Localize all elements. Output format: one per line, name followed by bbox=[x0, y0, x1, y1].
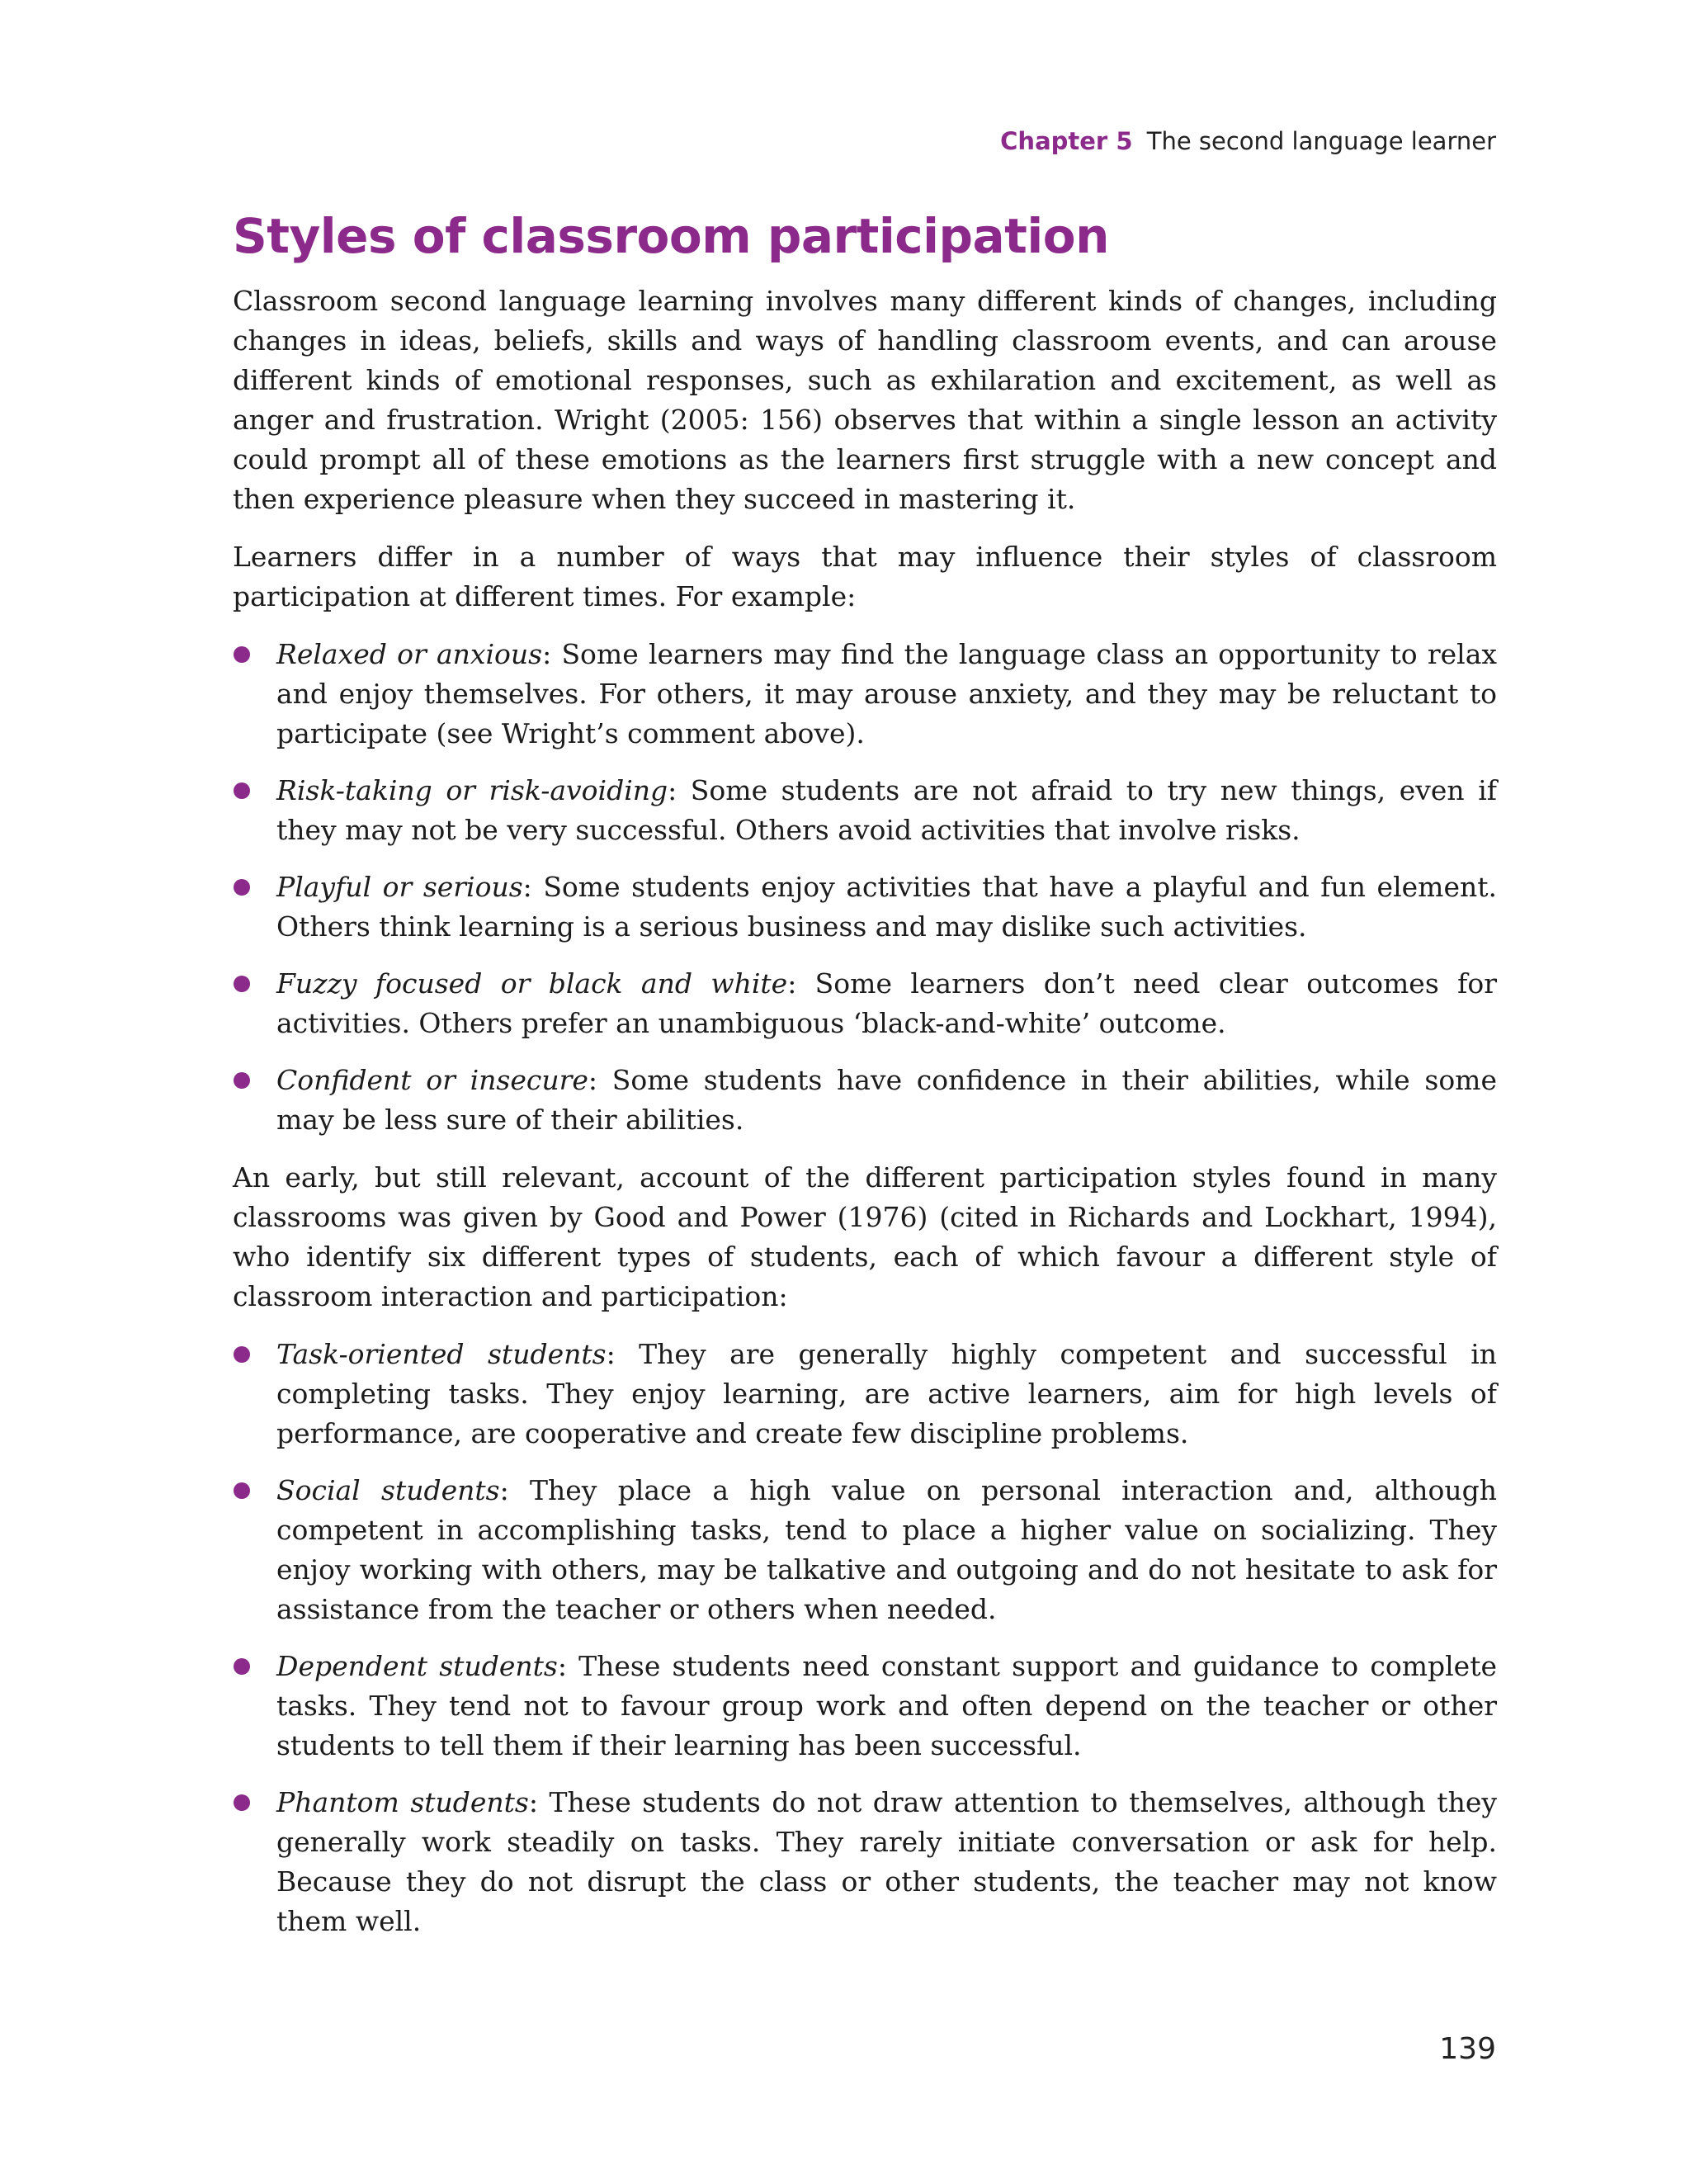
list-item-term: Fuzzy focused or black and white bbox=[276, 967, 788, 1000]
list-item-term: Risk-taking or risk-avoiding bbox=[276, 773, 668, 806]
list-item-text: : Some learners don’t need clear outcomes for activities. Others prefer an unambiguous ‘black-and-white’ outcome. bbox=[276, 967, 1497, 1039]
chapter-label: Chapter 5 bbox=[1000, 127, 1133, 155]
paragraph-good-and-power: An early, but still relevant, account of the different participation styles found in many classrooms was given by Good and Power (1976) (cited in Richards and Lockhart, 1994), who identify six different types of students, each of which favour a different style of classroom interaction and participation: bbox=[233, 1161, 1497, 1312]
main-content bbox=[233, 210, 1497, 1959]
paragraph-learners-differ: Learners differ in a number of ways that may influence their styles of classroom participation at different times. For example: bbox=[233, 540, 1497, 612]
list-item-term: Relaxed or anxious bbox=[276, 637, 543, 670]
paragraph-intro: Classroom second language learning involves many different kinds of changes, including changes in ideas, beliefs, skills and ways of handling classroom events, and can arouse different kinds of emotional responses, such as exhilaration and excitement, as well as anger and frustration. Wright (2005: 156) observes that within a single lesson an activity could prompt all of these emotions as the learners first struggle with a new concept and then experience pleasure when they succeed in mastering it. bbox=[233, 284, 1497, 515]
list-item bbox=[233, 771, 1497, 850]
list-item-term: Task-oriented students bbox=[276, 1337, 607, 1370]
student-types-list bbox=[233, 1335, 1497, 1941]
chapter-title: The second language learner bbox=[1146, 127, 1496, 155]
list-item-text: : Some students enjoy activities that have a playful and fun element. Others think learning is a serious business and may dislike such activities. bbox=[276, 870, 1497, 943]
list-item-term: Dependent students bbox=[276, 1649, 558, 1682]
list-item-text: : Some learners may find the language class an opportunity to relax and enjoy themselves. For others, it may arouse anxiety, and they may be reluctant to participate (see Wright’s comment above). bbox=[276, 637, 1497, 749]
list-item bbox=[233, 1335, 1497, 1454]
list-item-term: Social students bbox=[276, 1473, 500, 1506]
list-item bbox=[233, 1061, 1497, 1140]
list-item-text: : Some students have confidence in their abilities, while some may be less sure of their abilities. bbox=[276, 1063, 1498, 1136]
list-item-text: : They place a high value on personal interaction and, although competent in accomplishing tasks, tend to place a higher value on socializing. They enjoy working with others, may be talkative and outgoing and do not hesitate to ask for assistance from the teacher or others when needed. bbox=[276, 1473, 1497, 1625]
running-head bbox=[1000, 127, 1496, 155]
bullet-dot-icon bbox=[234, 646, 250, 663]
list-item bbox=[233, 635, 1497, 754]
list-item-term: Playful or serious bbox=[276, 870, 523, 903]
page-number: 139 bbox=[1439, 2032, 1496, 2066]
list-item-term: Confident or insecure bbox=[276, 1063, 588, 1096]
list-item bbox=[233, 964, 1497, 1043]
bullet-dot-icon bbox=[234, 1072, 250, 1089]
list-item bbox=[233, 1471, 1497, 1629]
list-item-term: Phantom students bbox=[276, 1785, 529, 1818]
bullet-dot-icon bbox=[234, 1794, 250, 1811]
learner-differences-list bbox=[233, 635, 1497, 1140]
bullet-dot-icon bbox=[234, 782, 250, 799]
list-item bbox=[233, 1783, 1497, 1941]
section-title: Styles of classroom participation bbox=[233, 208, 1109, 264]
list-item-text: : Some students are not afraid to try new things, even if they may not be very successful. Others avoid activities that involve risks. bbox=[276, 773, 1497, 846]
list-item bbox=[233, 867, 1497, 947]
list-item bbox=[233, 1647, 1497, 1766]
bullet-dot-icon bbox=[234, 976, 250, 992]
bullet-dot-icon bbox=[234, 879, 250, 896]
bullet-dot-icon bbox=[234, 1346, 250, 1363]
list-item-text: : They are generally highly competent and successful in completing tasks. They enjoy learning, are active learners, aim for high levels of performance, are cooperative and create few discipline problems. bbox=[276, 1337, 1497, 1449]
list-item-text: : These students do not draw attention to themselves, although they generally work steadily on tasks. They rarely initiate conversation or ask for help. Because they do not disrupt the class or other students, the teacher may not know them well. bbox=[276, 1785, 1497, 1937]
bullet-dot-icon bbox=[234, 1658, 250, 1675]
list-item-text: : These students need constant support and guidance to complete tasks. They tend not to favour group work and often depend on the teacher or other students to tell them if their learning has been successful. bbox=[276, 1649, 1498, 1761]
bullet-dot-icon bbox=[234, 1482, 250, 1499]
